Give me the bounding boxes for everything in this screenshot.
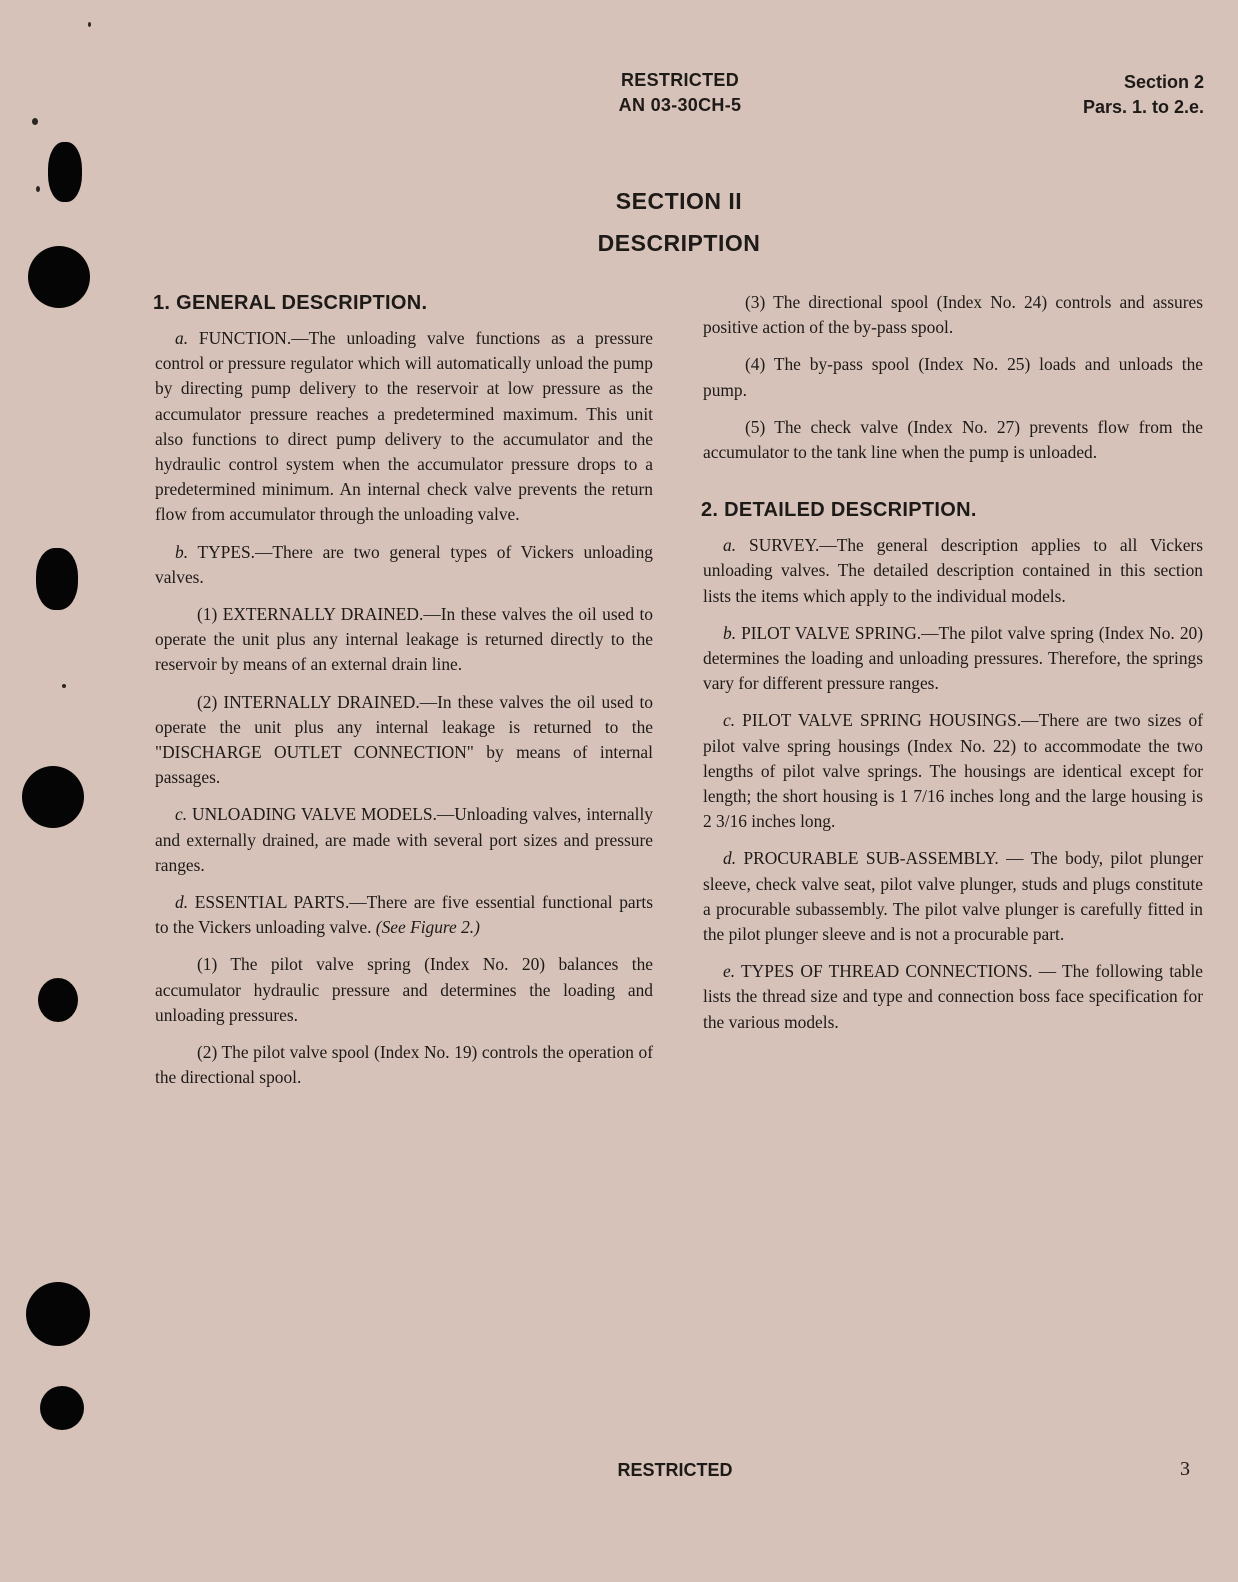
figure-reference: (See Figure 2.) bbox=[375, 917, 480, 938]
header-classification: RESTRICTED bbox=[620, 70, 739, 90]
binder-hole bbox=[36, 548, 78, 610]
paragraph-1b1: (1) EXTERNALLY DRAINED.—In these valves the oil used to operate the unit plus any internal leakage is returned directly to the reservoir by means of an external drain line. bbox=[155, 604, 653, 675]
paragraph-2e: e. TYPES OF THREAD CONNECTIONS. — The following table lists the thread size and type and connection boss face specification for the various models. bbox=[703, 961, 1203, 1032]
paragraph-1d4: (4) The by-pass spool (Index No. 25) loads and unloads the pump. bbox=[703, 354, 1203, 400]
heading-detailed-description: 2. DETAILED DESCRIPTION. bbox=[701, 499, 977, 522]
section-title: SECTION II bbox=[615, 188, 743, 214]
paragraph-2a: a. SURVEY.—The general description applies to all Vickers unloading valves. The detailed description contained in this section lists the items which apply to the individual models. bbox=[703, 535, 1203, 606]
paragraph-2b: b. PILOT VALVE SPRING.—The pilot valve spring (Index No. 20) determines the loading and unloading pressures. Therefore, the springs vary for different pressure ranges. bbox=[703, 622, 1203, 694]
section-label: Section 2 bbox=[1123, 72, 1204, 92]
speck bbox=[32, 118, 38, 125]
speck bbox=[62, 684, 66, 688]
binder-hole bbox=[40, 1386, 84, 1430]
paragraph-1d1: (1) The pilot valve spring (Index No. 20) balances the accumulator hydraulic pressure and determines the loading and unloading pressures. bbox=[155, 954, 653, 1025]
running-header bbox=[560, 68, 800, 118]
paragraph-1b: b. TYPES.—There are two general types of Vickers unloading valves. bbox=[155, 541, 653, 587]
binder-hole bbox=[38, 978, 78, 1022]
paragraph-1d3: (3) The directional spool (Index No. 24) controls and assures positive action of the by-pass spool. bbox=[703, 292, 1203, 338]
footer-classification: RESTRICTED bbox=[617, 1460, 733, 1480]
header-doc-number: AN 03-30CH-5 bbox=[618, 95, 742, 115]
section-reference bbox=[1083, 70, 1204, 120]
heading-general-description: 1. GENERAL DESCRIPTION. bbox=[153, 292, 428, 314]
right-column bbox=[703, 290, 1203, 1047]
paragraph-1d5: (5) The check valve (Index No. 27) prevents flow from the accumulator to the tank line when the pump is unloaded. bbox=[703, 416, 1203, 463]
paragraph-1c: c. UNLOADING VALVE MODELS.—Unloading valves, internally and externally drained, are made with several port sizes and pressure ranges. bbox=[155, 804, 653, 875]
paragraph-1b2: (2) INTERNALLY DRAINED.—In these valves the oil used to operate the unit plus any internal leakage is returned to the "DISCHARGE OUTLET CONNECTION" by means of internal passages. bbox=[155, 691, 653, 788]
speck bbox=[88, 22, 91, 27]
binder-hole bbox=[22, 766, 84, 828]
paragraph-2c: c. PILOT VALVE SPRING HOUSINGS.—There are two sizes of pilot valve spring housings (Index No. 22) to accommodate the two lengths of pilot valve springs. The housings are identical except for length; the short housing is 1 7/16 inches long and the large housing is 2 3/16 inches long. bbox=[703, 710, 1203, 832]
page-number: 3 bbox=[1180, 1458, 1190, 1480]
paragraph-1d: d. ESSENTIAL PARTS.—There are five essential functional parts to the Vickers unloading valve. (See Figure 2.) bbox=[155, 892, 653, 938]
binder-hole bbox=[26, 1282, 90, 1346]
paragraph-range: Pars. 1. to 2.e. bbox=[1082, 97, 1204, 117]
section-subtitle: DESCRIPTION bbox=[597, 230, 761, 256]
left-column bbox=[155, 290, 653, 1102]
paragraph-1d2: (2) The pilot valve spool (Index No. 19) controls the operation of the directional spool. bbox=[155, 1042, 653, 1088]
paragraph-1a: a. FUNCTION.—The unloading valve functions as a pressure control or pressure regulator which will automatically unload the pump by directing pump delivery to the reservoir at low pressure as the accumulator pressure reaches a predetermined maximum. This unit also functions to direct pump delivery to the accumulator and the hydraulic control system when the accumulator pressure drops to a predetermined minimum. An internal check valve prevents the return flow from accumulator through the unloading valve. bbox=[155, 328, 653, 525]
paragraph-2d: d. PROCURABLE SUB-ASSEMBLY. — The body, pilot plunger sleeve, check valve seat, pilot valve plunger, studs and plugs constitute a procurable subassembly. The pilot valve plunger is carefully fitted in the pilot plunger sleeve and is not a procurable part. bbox=[703, 848, 1203, 945]
